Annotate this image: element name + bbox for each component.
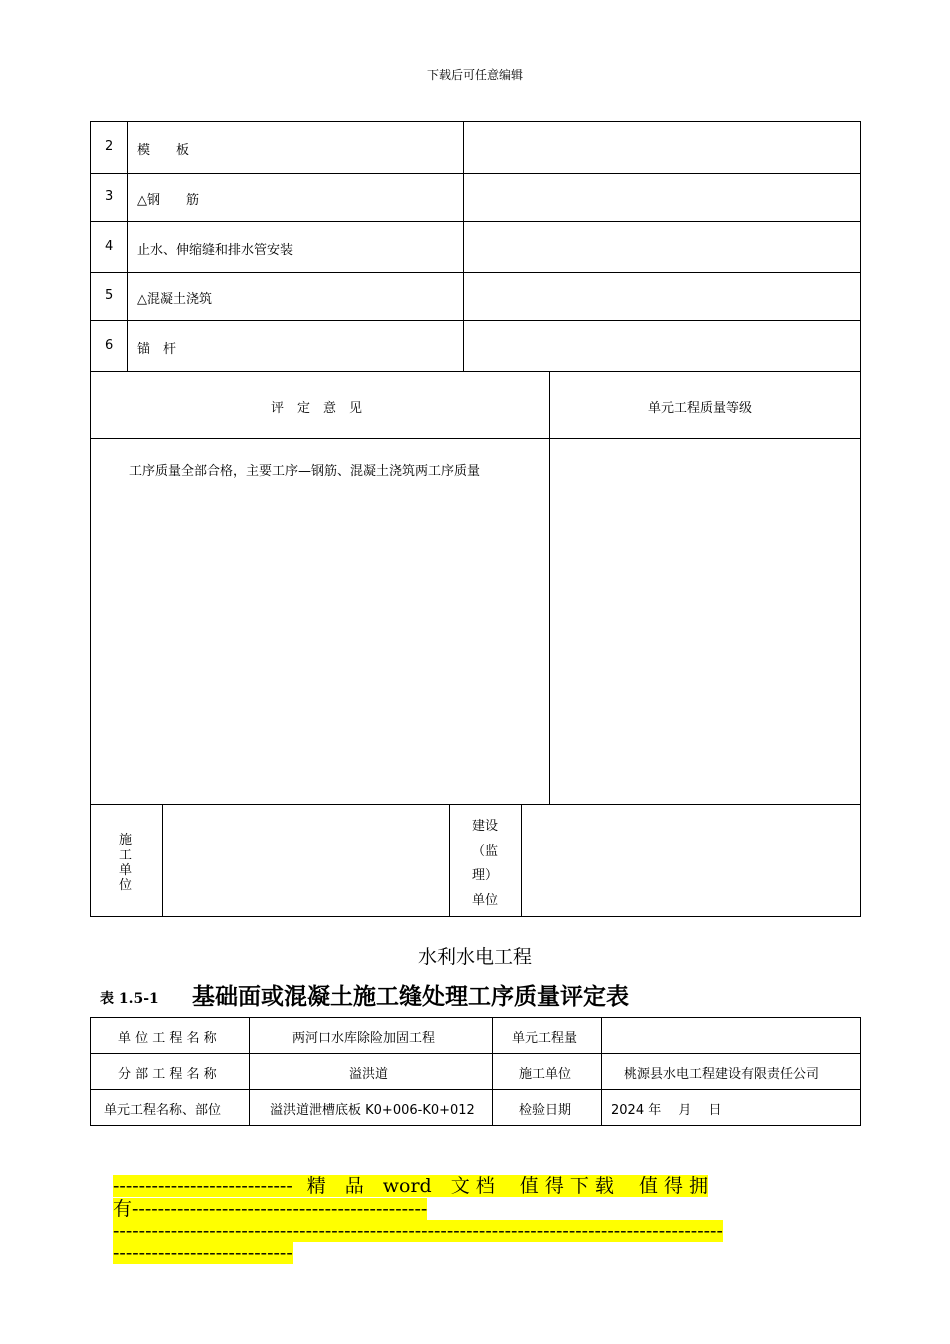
footer-dashes: ----------------------------------------------------------------------------------------------- <box>113 1220 723 1242</box>
info-value: 两河口水库除险加固工程 <box>292 1031 436 1046</box>
items-row-divider <box>90 320 861 321</box>
footer-promo-text: 精 品 word 文 档 值 得 下 载 值 得 拥 <box>293 1175 708 1197</box>
header-note: 下载后可任意编辑 <box>426 68 523 82</box>
footer-line-3 <box>113 1219 837 1243</box>
table-title: 基础面或混凝土施工缝处理工序质量评定表 <box>192 984 629 1010</box>
info-row-divider <box>90 1053 861 1054</box>
info-row-divider <box>90 1089 861 1090</box>
info-value: 溢洪道泄槽底板 K0+006-K0+012 <box>270 1103 475 1118</box>
items-col-divider-2 <box>463 121 464 372</box>
footer-line-2 <box>113 1197 493 1221</box>
item-name: 锚 杆 <box>137 342 177 357</box>
info-value: 桃源县水电工程建设有限责任公司 <box>624 1067 820 1082</box>
supervision-unit-line: 理） <box>472 868 499 883</box>
items-row-divider <box>90 272 861 273</box>
items-col-divider-1 <box>127 121 128 372</box>
info-value: 2024 年 月 日 <box>611 1103 722 1118</box>
footer-dashes: ---------------------------- <box>113 1175 293 1197</box>
signature-col-divider <box>162 804 163 917</box>
construction-unit-char: 工 <box>119 848 133 863</box>
supervision-unit-line: 建设 <box>472 819 499 834</box>
signature-col-divider <box>521 804 522 917</box>
info-col-divider <box>492 1017 493 1126</box>
item-name: 止水、伸缩缝和排水管安装 <box>137 243 294 258</box>
item-no: 2 <box>105 139 114 154</box>
info-label: 检验日期 <box>519 1103 572 1118</box>
section-title: 水利水电工程 <box>417 946 532 968</box>
evaluation-header-divider <box>90 438 861 439</box>
info-value: 溢洪道 <box>349 1067 389 1082</box>
item-name: △钢 筋 <box>137 193 199 208</box>
opinion-header: 评 定 意 见 <box>271 401 363 416</box>
supervision-unit-line: 单位 <box>472 893 499 908</box>
items-row-divider <box>90 173 861 174</box>
footer-line-4 <box>113 1241 325 1265</box>
supervision-unit-line: （监 <box>472 844 499 859</box>
construction-unit-char: 位 <box>119 878 133 893</box>
items-row-divider <box>90 221 861 222</box>
construction-unit-char: 施 <box>119 833 133 848</box>
item-no: 6 <box>105 338 114 353</box>
item-no: 3 <box>105 189 114 204</box>
footer-promo-tail: 有---------------------------------------------- <box>113 1198 428 1220</box>
signature-col-divider <box>449 804 450 917</box>
item-no: 4 <box>105 239 114 254</box>
info-label: 单元工程量 <box>512 1031 578 1046</box>
footer-dashes: ---------------------------- <box>113 1242 293 1264</box>
info-col-divider <box>249 1017 250 1126</box>
table-code: 表 1.5-1 <box>100 991 159 1007</box>
evaluation-frame <box>90 371 861 805</box>
grade-header: 单元工程质量等级 <box>648 401 753 416</box>
info-label: 单元工程名称、部位 <box>104 1103 222 1118</box>
info-col-divider <box>601 1017 602 1126</box>
info-label: 分 部 工 程 名 称 <box>118 1067 217 1082</box>
evaluation-col-divider <box>549 371 550 805</box>
info-label: 施工单位 <box>519 1067 572 1082</box>
info-label: 单 位 工 程 名 称 <box>118 1031 217 1046</box>
footer-line-1 <box>113 1174 837 1198</box>
item-name: 模 板 <box>137 143 190 158</box>
construction-unit-char: 单 <box>119 863 133 878</box>
item-no: 5 <box>105 288 114 303</box>
item-name: △混凝土浇筑 <box>137 292 212 307</box>
opinion-text: 工序质量全部合格，主要工序—钢筋、混凝土浇筑两工序质量 <box>129 464 481 479</box>
